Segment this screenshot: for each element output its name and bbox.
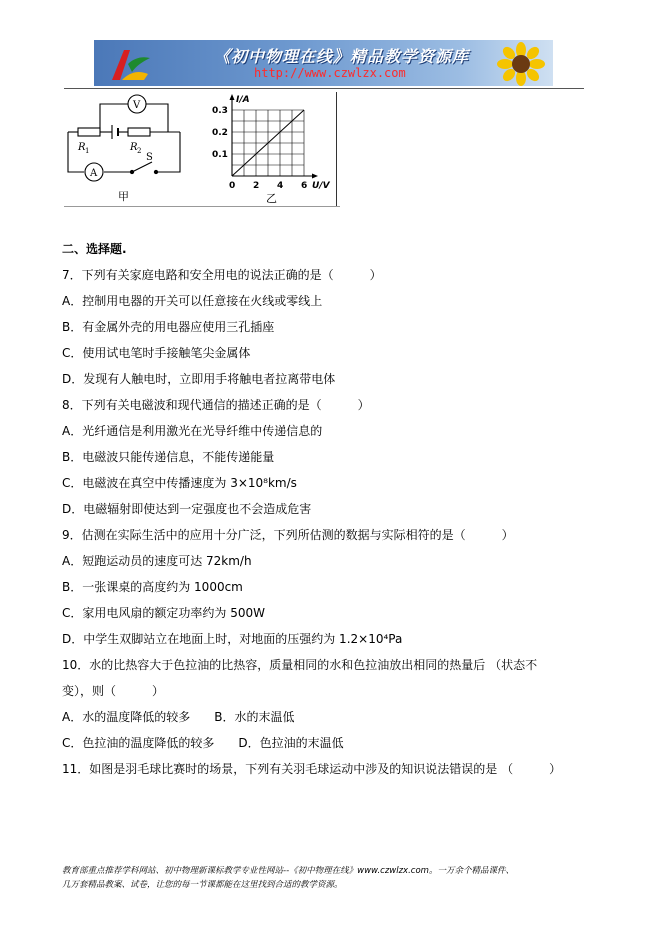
x-tick-label: 6: [301, 181, 308, 191]
voltmeter-label: V: [133, 100, 141, 111]
q10-options-ab: A．水的温度降低的较多 B．水的末温低: [62, 710, 295, 724]
q7-option-d: D．发现有人触电时，立即用手将触电者拉离带电体: [62, 372, 336, 386]
q8-option-b: B．电磁波只能传递信息，不能传递能量: [62, 450, 275, 464]
y-tick-label: 0.3: [212, 106, 228, 116]
page-footer: [62, 864, 602, 892]
r2-sub: 2: [137, 147, 142, 155]
q11-stem: 11．如图是羽毛球比赛时的场景，下列有关羽毛球运动中涉及的知识说法错误的是 （ ）: [62, 762, 562, 776]
q10-options-cd: C．色拉油的温度降低的较多 D．色拉油的末温低: [62, 736, 344, 750]
q8-option-d: D．电磁辐射即使达到一定强度也不会造成危害: [62, 502, 312, 516]
y-tick-label: 0.2: [212, 128, 228, 138]
q9-option-b: B．一张课桌的高度约为 1000cm: [62, 580, 243, 594]
q8-option-a: A．光纤通信是利用激光在光导纤维中传递信息的: [62, 424, 323, 438]
r1-sub: 1: [85, 147, 90, 155]
graph-xlabel: U/V: [312, 181, 330, 191]
q10-stem-line2: 变），则（ ）: [62, 684, 165, 698]
footer-line-1: 教育部重点推荐学科网站、初中物理新课标教学专业性网站--《初中物理在线》www.czwlzx.com。一万余个精品课件、: [62, 866, 514, 876]
q7-stem: 7．下列有关家庭电路和安全用电的说法正确的是（ ）: [62, 268, 382, 282]
banner-title: 《初中物理在线》精品教学资源库: [214, 47, 470, 66]
header-banner: [94, 40, 553, 86]
footer-line-2: 几万套精品教案、试卷，让您的每一节课都能在这里找到合适的教学资源。: [62, 880, 343, 890]
iu-graph: [212, 94, 331, 205]
x-tick-label: 4: [277, 181, 284, 191]
y-tick-label: 0.1: [212, 150, 228, 160]
figure-separator: [336, 92, 337, 206]
figure-rule: [64, 206, 340, 207]
circuit-caption: 甲: [118, 190, 129, 203]
q9-stem: 9．估测在实际生活中的应用十分广泛，下列所估测的数据与实际相符的是（ ）: [62, 528, 514, 542]
q7-option-a: A．控制用电器的开关可以任意接在火线或零线上: [62, 294, 323, 308]
graph-x-arrow: [312, 174, 318, 179]
q8-stem: 8．下列有关电磁波和现代通信的描述正确的是（ ）: [62, 398, 370, 412]
q7-option-b: B．有金属外壳的用电器应使用三孔插座: [62, 320, 275, 334]
r1-label: R: [78, 142, 86, 153]
q8-option-c: C．电磁波在真空中传播速度为 3×10⁸km/s: [62, 476, 297, 490]
header-rule: [64, 88, 584, 89]
switch-label: S: [146, 152, 153, 163]
banner-url[interactable]: http://www.czwlzx.com: [254, 66, 406, 80]
problem-figure: [60, 92, 340, 206]
ammeter-label: A: [90, 168, 98, 179]
x-tick-label: 2: [253, 181, 260, 191]
q9-option-d: D．中学生双脚站立在地面上时，对地面的压强约为 1.2×10⁴Pa: [62, 632, 403, 646]
x-tick-label: 0: [229, 181, 236, 191]
q9-option-c: C．家用电风扇的额定功率约为 500W: [62, 606, 265, 620]
r2-label: R: [130, 142, 138, 153]
q10-stem-line1: 10．水的比热容大于色拉油的比热容，质量相同的水和色拉油放出相同的热量后 （状态不: [62, 658, 538, 672]
circuit-diagram: [68, 95, 180, 181]
sunflower-icon: [495, 42, 547, 86]
q7-option-c: C．使用试电笔时手接触笔尖金属体: [62, 346, 251, 360]
site-logo-icon: [104, 44, 154, 84]
graph-y-arrow: [230, 94, 235, 100]
graph-ylabel: I/A: [236, 95, 250, 105]
graph-caption: 乙: [266, 192, 277, 205]
q9-option-a: A．短跑运动员的速度可达 72km/h: [62, 554, 252, 568]
section-title: 二、选择题.: [62, 242, 127, 256]
